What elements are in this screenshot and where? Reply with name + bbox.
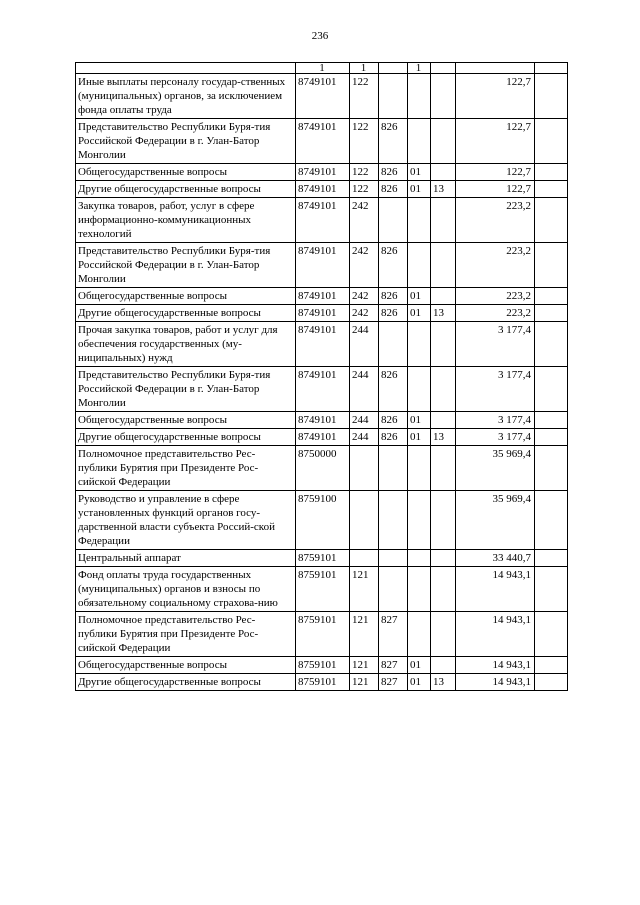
row-grbs-cell: 826 bbox=[379, 412, 408, 429]
row-name-cell: Общегосударственные вопросы bbox=[76, 657, 296, 674]
row-pr-cell bbox=[431, 288, 456, 305]
row-vr-cell bbox=[350, 446, 379, 491]
row-rz-cell bbox=[408, 491, 431, 550]
row-pr-cell bbox=[431, 446, 456, 491]
header-cell-vr: 1 bbox=[350, 63, 379, 74]
table-row bbox=[76, 243, 568, 288]
row-pr-cell bbox=[431, 612, 456, 657]
row-amount-cell: 14 943,1 bbox=[456, 674, 535, 691]
row-grbs-cell bbox=[379, 491, 408, 550]
row-grbs-cell bbox=[379, 198, 408, 243]
row-pr-cell bbox=[431, 322, 456, 367]
row-csr-cell: 8749101 bbox=[296, 243, 350, 288]
row-extra-cell bbox=[535, 288, 568, 305]
row-amount-cell: 3 177,4 bbox=[456, 322, 535, 367]
row-vr-cell bbox=[350, 550, 379, 567]
row-amount-cell: 122,7 bbox=[456, 74, 535, 119]
row-amount-cell: 35 969,4 bbox=[456, 446, 535, 491]
header-cell-rz: 1 bbox=[408, 63, 431, 74]
row-rz-cell bbox=[408, 74, 431, 119]
row-amount-cell: 3 177,4 bbox=[456, 412, 535, 429]
row-amount-cell: 122,7 bbox=[456, 181, 535, 198]
table-row bbox=[76, 367, 568, 412]
row-vr-cell: 122 bbox=[350, 74, 379, 119]
row-grbs-cell: 826 bbox=[379, 288, 408, 305]
row-csr-cell: 8749101 bbox=[296, 181, 350, 198]
row-rz-cell bbox=[408, 198, 431, 243]
row-name-cell: Общегосударственные вопросы bbox=[76, 164, 296, 181]
row-pr-cell bbox=[431, 412, 456, 429]
row-pr-cell: 13 bbox=[431, 674, 456, 691]
row-amount-cell: 122,7 bbox=[456, 164, 535, 181]
row-vr-cell: 242 bbox=[350, 305, 379, 322]
row-rz-cell: 01 bbox=[408, 181, 431, 198]
row-pr-cell: 13 bbox=[431, 305, 456, 322]
row-amount-cell: 122,7 bbox=[456, 119, 535, 164]
row-pr-cell bbox=[431, 550, 456, 567]
row-grbs-cell: 827 bbox=[379, 674, 408, 691]
row-grbs-cell: 826 bbox=[379, 429, 408, 446]
row-rz-cell: 01 bbox=[408, 674, 431, 691]
row-csr-cell: 8749101 bbox=[296, 322, 350, 367]
row-grbs-cell bbox=[379, 74, 408, 119]
row-rz-cell bbox=[408, 322, 431, 367]
row-pr-cell: 13 bbox=[431, 181, 456, 198]
table-row bbox=[76, 288, 568, 305]
row-rz-cell: 01 bbox=[408, 288, 431, 305]
row-name-cell: Фонд оплаты труда государственных (муниципальных) органов и взносы по обязательному социальному страхова-нию bbox=[76, 567, 296, 612]
row-vr-cell: 121 bbox=[350, 567, 379, 612]
page-number: 236 bbox=[311, 30, 329, 42]
table-row bbox=[76, 491, 568, 550]
row-name-cell: Полномочное представительство Рес-публики Бурятия при Президенте Рос-сийской Федерации bbox=[76, 612, 296, 657]
row-name-cell: Другие общегосударственные вопросы bbox=[76, 674, 296, 691]
row-csr-cell: 8749101 bbox=[296, 305, 350, 322]
row-amount-cell: 223,2 bbox=[456, 198, 535, 243]
row-name-cell: Представительство Республики Буря-тия Российской Федерации в г. Улан-Батор Монголии bbox=[76, 243, 296, 288]
row-rz-cell bbox=[408, 567, 431, 612]
row-extra-cell bbox=[535, 322, 568, 367]
table-row bbox=[76, 119, 568, 164]
row-rz-cell bbox=[408, 367, 431, 412]
row-grbs-cell: 826 bbox=[379, 243, 408, 288]
row-rz-cell bbox=[408, 119, 431, 164]
row-extra-cell bbox=[535, 446, 568, 491]
row-csr-cell: 8759101 bbox=[296, 657, 350, 674]
row-grbs-cell: 827 bbox=[379, 657, 408, 674]
row-amount-cell: 14 943,1 bbox=[456, 612, 535, 657]
row-extra-cell bbox=[535, 491, 568, 550]
table-row bbox=[76, 567, 568, 612]
row-name-cell: Общегосударственные вопросы bbox=[76, 288, 296, 305]
row-vr-cell: 121 bbox=[350, 612, 379, 657]
row-name-cell: Полномочное представительство Рес-публики Бурятия при Президенте Рос-сийской Федерации bbox=[76, 446, 296, 491]
table-row bbox=[76, 674, 568, 691]
row-csr-cell: 8749101 bbox=[296, 198, 350, 243]
header-cell-name bbox=[76, 63, 296, 74]
row-pr-cell bbox=[431, 243, 456, 288]
row-pr-cell bbox=[431, 164, 456, 181]
row-vr-cell: 122 bbox=[350, 119, 379, 164]
row-csr-cell: 8749101 bbox=[296, 412, 350, 429]
row-vr-cell: 122 bbox=[350, 181, 379, 198]
row-csr-cell: 8759101 bbox=[296, 567, 350, 612]
row-grbs-cell: 827 bbox=[379, 612, 408, 657]
table-row bbox=[76, 74, 568, 119]
table-row bbox=[76, 657, 568, 674]
row-extra-cell bbox=[535, 119, 568, 164]
row-csr-cell: 8749101 bbox=[296, 119, 350, 164]
row-csr-cell: 8749101 bbox=[296, 74, 350, 119]
table-row bbox=[76, 164, 568, 181]
table-row bbox=[76, 322, 568, 367]
row-rz-cell bbox=[408, 612, 431, 657]
row-pr-cell bbox=[431, 198, 456, 243]
header-cell-extra bbox=[535, 63, 568, 74]
row-extra-cell bbox=[535, 181, 568, 198]
row-rz-cell: 01 bbox=[408, 429, 431, 446]
table-row bbox=[76, 412, 568, 429]
row-grbs-cell: 826 bbox=[379, 305, 408, 322]
header-cell-amount bbox=[456, 63, 535, 74]
row-pr-cell bbox=[431, 74, 456, 119]
row-name-cell: Центральный аппарат bbox=[76, 550, 296, 567]
row-csr-cell: 8749101 bbox=[296, 164, 350, 181]
row-grbs-cell bbox=[379, 446, 408, 491]
budget-table bbox=[75, 62, 568, 691]
row-extra-cell bbox=[535, 550, 568, 567]
row-vr-cell bbox=[350, 491, 379, 550]
row-name-cell: Руководство и управление в сфере установленных функций органов госу-дарственной власти субъекта Россий-ской Федерации bbox=[76, 491, 296, 550]
row-csr-cell: 8749101 bbox=[296, 288, 350, 305]
row-extra-cell bbox=[535, 429, 568, 446]
row-grbs-cell: 826 bbox=[379, 119, 408, 164]
row-amount-cell: 14 943,1 bbox=[456, 567, 535, 612]
row-rz-cell: 01 bbox=[408, 657, 431, 674]
row-vr-cell: 121 bbox=[350, 657, 379, 674]
row-vr-cell: 122 bbox=[350, 164, 379, 181]
row-vr-cell: 121 bbox=[350, 674, 379, 691]
row-amount-cell: 33 440,7 bbox=[456, 550, 535, 567]
table-row bbox=[76, 429, 568, 446]
row-extra-cell bbox=[535, 674, 568, 691]
row-grbs-cell: 826 bbox=[379, 164, 408, 181]
row-amount-cell: 223,2 bbox=[456, 243, 535, 288]
row-vr-cell: 244 bbox=[350, 367, 379, 412]
row-vr-cell: 244 bbox=[350, 429, 379, 446]
row-pr-cell bbox=[431, 367, 456, 412]
row-name-cell: Представительство Республики Буря-тия Российской Федерации в г. Улан-Батор Монголии bbox=[76, 367, 296, 412]
row-vr-cell: 244 bbox=[350, 322, 379, 367]
table-row bbox=[76, 612, 568, 657]
row-amount-cell: 223,2 bbox=[456, 288, 535, 305]
row-rz-cell bbox=[408, 446, 431, 491]
row-csr-cell: 8759100 bbox=[296, 491, 350, 550]
row-amount-cell: 35 969,4 bbox=[456, 491, 535, 550]
row-rz-cell: 01 bbox=[408, 412, 431, 429]
row-grbs-cell: 826 bbox=[379, 181, 408, 198]
row-csr-cell: 8759101 bbox=[296, 612, 350, 657]
row-csr-cell: 8749101 bbox=[296, 367, 350, 412]
row-pr-cell bbox=[431, 119, 456, 164]
row-extra-cell bbox=[535, 74, 568, 119]
row-name-cell: Общегосударственные вопросы bbox=[76, 412, 296, 429]
row-extra-cell bbox=[535, 243, 568, 288]
table-row bbox=[76, 305, 568, 322]
row-rz-cell bbox=[408, 243, 431, 288]
row-csr-cell: 8759101 bbox=[296, 674, 350, 691]
row-grbs-cell bbox=[379, 567, 408, 612]
row-rz-cell: 01 bbox=[408, 164, 431, 181]
row-vr-cell: 244 bbox=[350, 412, 379, 429]
header-cell-csr: 1 bbox=[296, 63, 350, 74]
row-rz-cell bbox=[408, 550, 431, 567]
row-csr-cell: 8750000 bbox=[296, 446, 350, 491]
row-csr-cell: 8759101 bbox=[296, 550, 350, 567]
row-vr-cell: 242 bbox=[350, 198, 379, 243]
row-amount-cell: 223,2 bbox=[456, 305, 535, 322]
row-extra-cell bbox=[535, 367, 568, 412]
row-extra-cell bbox=[535, 612, 568, 657]
header-cell-grbs bbox=[379, 63, 408, 74]
row-grbs-cell bbox=[379, 322, 408, 367]
header-cell-pr bbox=[431, 63, 456, 74]
row-pr-cell bbox=[431, 491, 456, 550]
row-pr-cell bbox=[431, 657, 456, 674]
row-vr-cell: 242 bbox=[350, 288, 379, 305]
row-vr-cell: 242 bbox=[350, 243, 379, 288]
row-grbs-cell bbox=[379, 550, 408, 567]
row-name-cell: Другие общегосударственные вопросы bbox=[76, 429, 296, 446]
row-extra-cell bbox=[535, 567, 568, 612]
row-amount-cell: 3 177,4 bbox=[456, 429, 535, 446]
row-name-cell: Представительство Республики Буря-тия Российской Федерации в г. Улан-Батор Монголии bbox=[76, 119, 296, 164]
row-extra-cell bbox=[535, 305, 568, 322]
row-grbs-cell: 826 bbox=[379, 367, 408, 412]
row-rz-cell: 01 bbox=[408, 305, 431, 322]
row-name-cell: Другие общегосударственные вопросы bbox=[76, 305, 296, 322]
row-pr-cell bbox=[431, 567, 456, 612]
table-row bbox=[76, 198, 568, 243]
column-number-row bbox=[76, 63, 568, 74]
table-row bbox=[76, 181, 568, 198]
row-name-cell: Закупка товаров, работ, услуг в сфере информационно-коммуникационных технологий bbox=[76, 198, 296, 243]
row-extra-cell bbox=[535, 198, 568, 243]
row-name-cell: Иные выплаты персоналу государ-ственных (муниципальных) органов, за исключением фонда оплаты труда bbox=[76, 74, 296, 119]
table-row bbox=[76, 550, 568, 567]
row-extra-cell bbox=[535, 164, 568, 181]
row-extra-cell bbox=[535, 657, 568, 674]
row-extra-cell bbox=[535, 412, 568, 429]
table-row bbox=[76, 446, 568, 491]
row-amount-cell: 14 943,1 bbox=[456, 657, 535, 674]
row-csr-cell: 8749101 bbox=[296, 429, 350, 446]
row-pr-cell: 13 bbox=[431, 429, 456, 446]
row-name-cell: Прочая закупка товаров, работ и услуг для обеспечения государственных (му-ниципальных) нужд bbox=[76, 322, 296, 367]
row-amount-cell: 3 177,4 bbox=[456, 367, 535, 412]
row-name-cell: Другие общегосударственные вопросы bbox=[76, 181, 296, 198]
